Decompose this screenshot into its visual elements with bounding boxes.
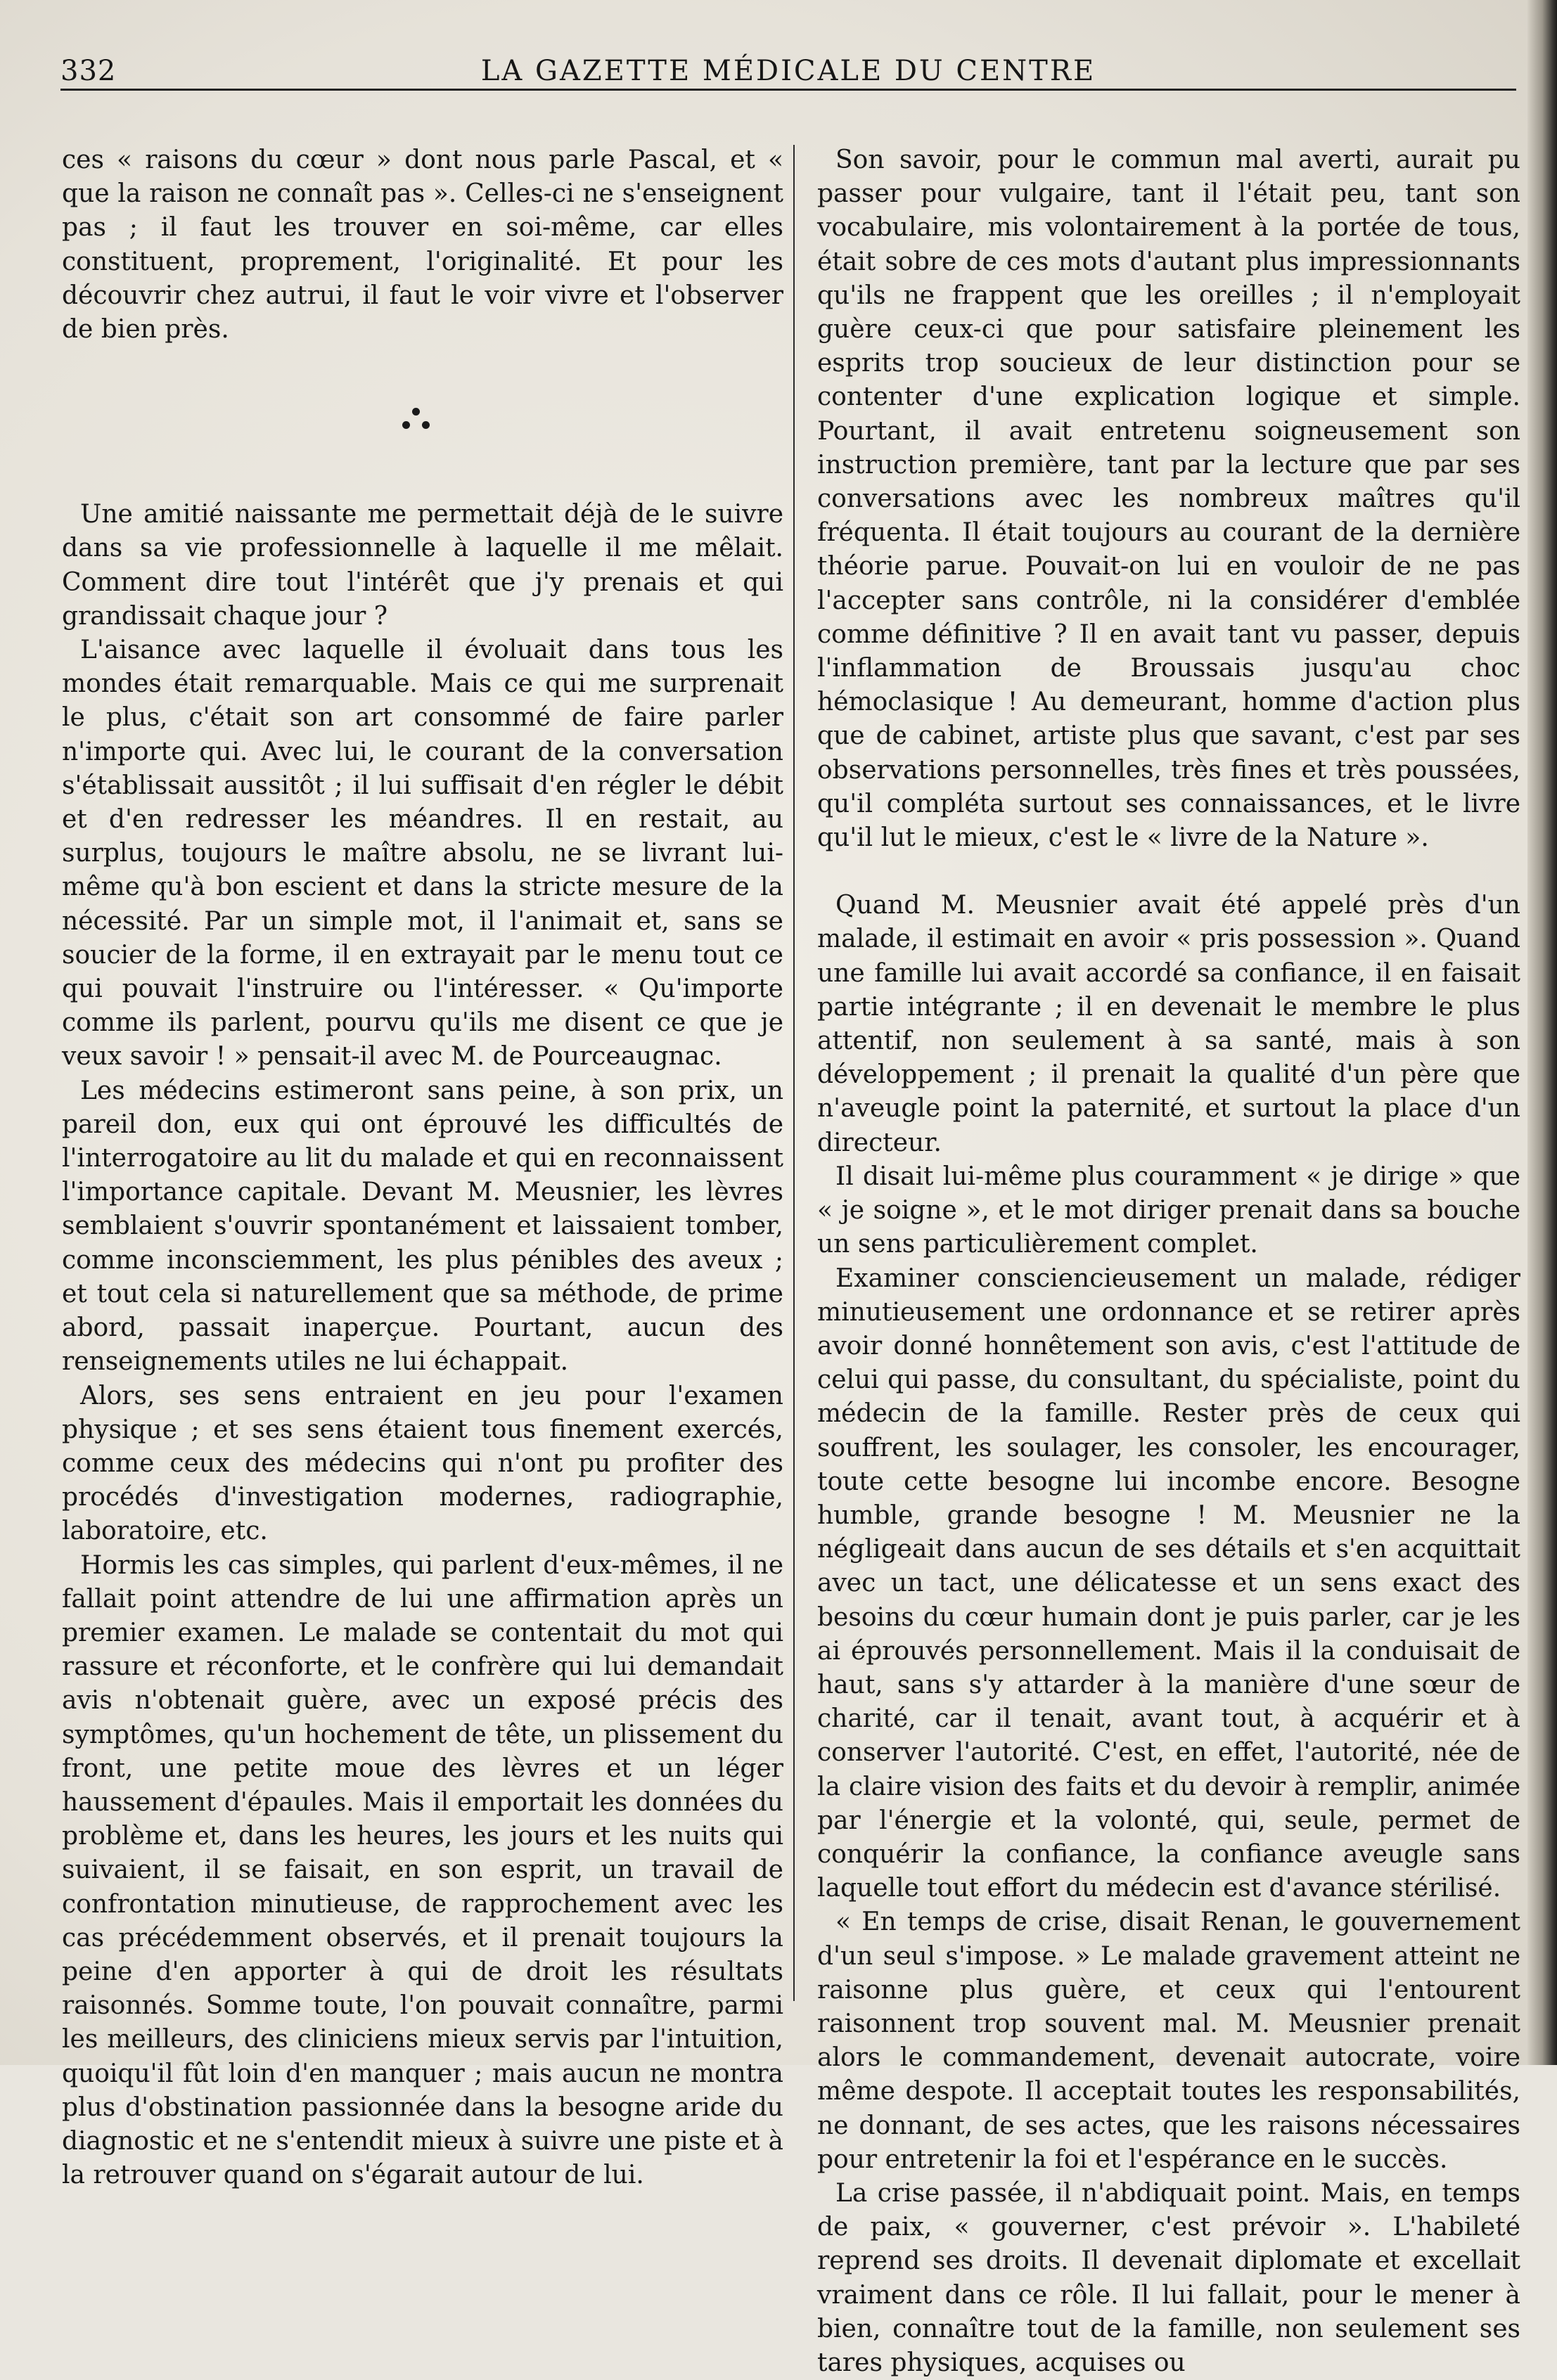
- section-separator-asterism: [62, 347, 783, 498]
- paragraph: Quand M. Meusnier avait été appelé près d'un malade, il estimait en avoir « pris possession ». Quand une famille lui avait accordé sa confiance, il en faisait partie intégrante ; il en devenait le membre le plus attentif, non seulement à sa santé, mais à son développement ; il prenait la qualité d'un père que n'aveugle point la paternité, et surtout la place d'un directeur.: [817, 891, 1520, 1157]
- page-number: 332: [60, 55, 117, 87]
- paragraph: ces « raisons du cœur » dont nous parle Pascal, et « que la raison ne connaît pas ». Celles-ci ne s'enseignent pas ; il faut les trouver en soi-même, car elles constituent, proprement, l'originalité. Et pour les découvrir chez autrui, il faut le voir vivre et l'observer de bien près.: [62, 146, 783, 345]
- column-rule: [793, 145, 795, 2001]
- right-column: [817, 143, 1520, 2380]
- header-rule: [60, 89, 1516, 91]
- paragraph: Hormis les cas simples, qui parlent d'eux-mêmes, il ne fallait point attendre de lui une affirmation après un premier examen. Le malade se contentait du mot qui rassure et réconforte, et le confrère qui lui demandait avis n'obtenait guère, avec un exposé précis des symptômes, qu'un hochement de tête, un plissement du front, une petite moue des lèvres et un léger haussement d'épaules. Mais il emportait les données du problème et, dans les heures, les jours et les nuits qui suivaient, il se faisait, en son esprit, un travail de confrontation minutieuse, de rapprochement avec les cas précédemment observés, et il prenait toujours la peine d'en apporter à qui de droit les résultats raisonnés. Somme toute, l'on pouvait connaître, parmi les meilleurs, des cliniciens mieux servis par l'intuition, quoiqu'il fût loin d'en manquer ; mais aucun ne montra plus d'obstination passionnée dans la besogne aride du diagnostic et ne s'entendit mieux à suivre une piste et à la retrouver quand on s'égarait autour de lui.: [62, 1550, 783, 2190]
- journal-title: LA GAZETTE MÉDICALE DU CENTRE: [480, 55, 1096, 87]
- paragraph: Une amitié naissante me permettait déjà de le suivre dans sa vie professionnelle à laquelle il me mêlait. Comment dire tout l'intérêt que j'y prenais et qui grandissait chaque jour ?: [62, 500, 783, 631]
- paragraph: « En temps de crise, disait Renan, le gouvernement d'un seul s'impose. » Le malade gravement atteint ne raisonne plus guère, et ceux qui l'entourent raisonnent trop souvent mal. M. Meusnier prenait alors le commandement, devenait autocrate, voire même despote. Il acceptait toutes les responsabilités, ne donnant, de ses actes, que les raisons nécessaires pour entretenir la foi et l'espérance en le succès.: [817, 1908, 1520, 2174]
- left-column: [62, 143, 783, 2192]
- paragraph: L'aisance avec laquelle il évoluait dans tous les mondes était remarquable. Mais ce qui me surprenait le plus, c'était son art consommé de faire parler n'importe qui. Avec lui, le courant de la conversation s'établissait aussitôt ; il lui suffisait d'en régler le débit et d'en redresser les méandres. Il en restait, au surplus, toujours le maître absolu, ne se livrant lui-même qu'à bon escient et dans la stricte mesure de la nécessité. Par un simple mot, il l'animait et, sans se soucier de la forme, il en extrayait par le menu tout ce qui pouvait l'instruire ou l'intéresser. « Qu'importe comme ils parlent, pourvu qu'ils me disent ce que je veux savoir ! » pensait-il avec M. de Pourceaugnac.: [62, 636, 783, 1072]
- page-header: [60, 55, 1516, 100]
- paragraph: Il disait lui-même plus couramment « je dirige » que « je soigne », et le mot diriger prenait dans sa bouche un sens particulièrement complet.: [817, 1162, 1520, 1259]
- paragraph: La crise passée, il n'abdiquait point. Mais, en temps de paix, « gouverner, c'est prévoir ». L'habileté reprend ses droits. Il devenait diplomate et excellait vraiment dans ce rôle. Il lui fallait, pour le mener à bien, connaître tout de la famille, non seulement ses tares physiques, acquises ou: [817, 2178, 1520, 2377]
- paragraph: Les médecins estimeront sans peine, à son prix, un pareil don, eux qui ont éprouvé les difficultés de l'interrogatoire au lit du malade et qui en reconnaissent l'importance capitale. Devant M. Meusnier, les lèvres semblaient s'ouvrir spontanément et laissaient tomber, comme inconsciemment, les plus pénibles des aveux ; et tout cela si naturellement que sa méthode, de prime abord, passait inaperçue. Pourtant, aucun des renseignements utiles ne lui échappait.: [62, 1076, 783, 1377]
- paragraph: Son savoir, pour le commun mal averti, aurait pu passer pour vulgaire, tant il l'était peu, tant son vocabulaire, mis volontairement à la portée de tous, était sobre de ces mots d'autant plus impressionnants qu'ils ne frappent que les oreilles ; il n'employait guère ceux-ci que pour satisfaire pleinement les esprits trop soucieux de leur distinction pour se contenter d'une explication logique et simple. Pourtant, il avait entretenu soigneusement son instruction première, tant par la lecture que par ses conversations avec les nombreux maîtres qu'il fréquenta. Il était toujours au courant de la dernière théorie parue. Pouvait-on lui en vouloir de ne pas l'accepter sans contrôle, ni la considérer d'emblée comme définitive ? Il en avait tant vu passer, depuis l'inflammation de Broussais jusqu'au choc hémoclasique ! Au demeurant, homme d'action plus que de cabinet, artiste plus que savant, c'est par ses observations personnelles, très fines et très poussées, qu'il compléta surtout ses connaissances, et le livre qu'il lut le mieux, c'est le « livre de la Nature ».: [817, 146, 1520, 853]
- paragraph: Examiner consciencieusement un malade, rédiger minutieusement une ordonnance et se retirer après avoir donné honnêtement son avis, c'est l'attitude de celui qui passe, du consultant, du spécialiste, point du médecin de la famille. Rester près de ceux qui souffrent, les soulager, les consoler, les encourager, toute cette besogne lui incombe encore. Besogne humble, grande besogne ! M. Meusnier ne la négligeait dans aucun de ses détails et s'en acquittait avec un tact, une délicatesse et un sens exact des besoins du cœur humain dont je puis parler, car je les ai éprouvés personnellement. Mais il la conduisait de haut, sans s'y attarder à la manière d'une sœur de charité, car il tenait, avant tout, à acquérir et à conserver l'autorité. C'est, en effet, l'autorité, née de la claire vision des faits et du devoir à remplir, animée par l'énergie et la volonté, qui, seule, permet de conquérir la confiance, la confiance aveugle sans laquelle tout effort du médecin est d'avance stérilisé.: [817, 1263, 1520, 1903]
- paragraph: Alors, ses sens entraient en jeu pour l'examen physique ; et ses sens étaient tous finement exercés, comme ceux des médecins qui n'ont pu profiter des procédés d'investigation modernes, radiographie, laboratoire, etc.: [62, 1381, 783, 1546]
- book-spine-shadow: [1527, 0, 1557, 2065]
